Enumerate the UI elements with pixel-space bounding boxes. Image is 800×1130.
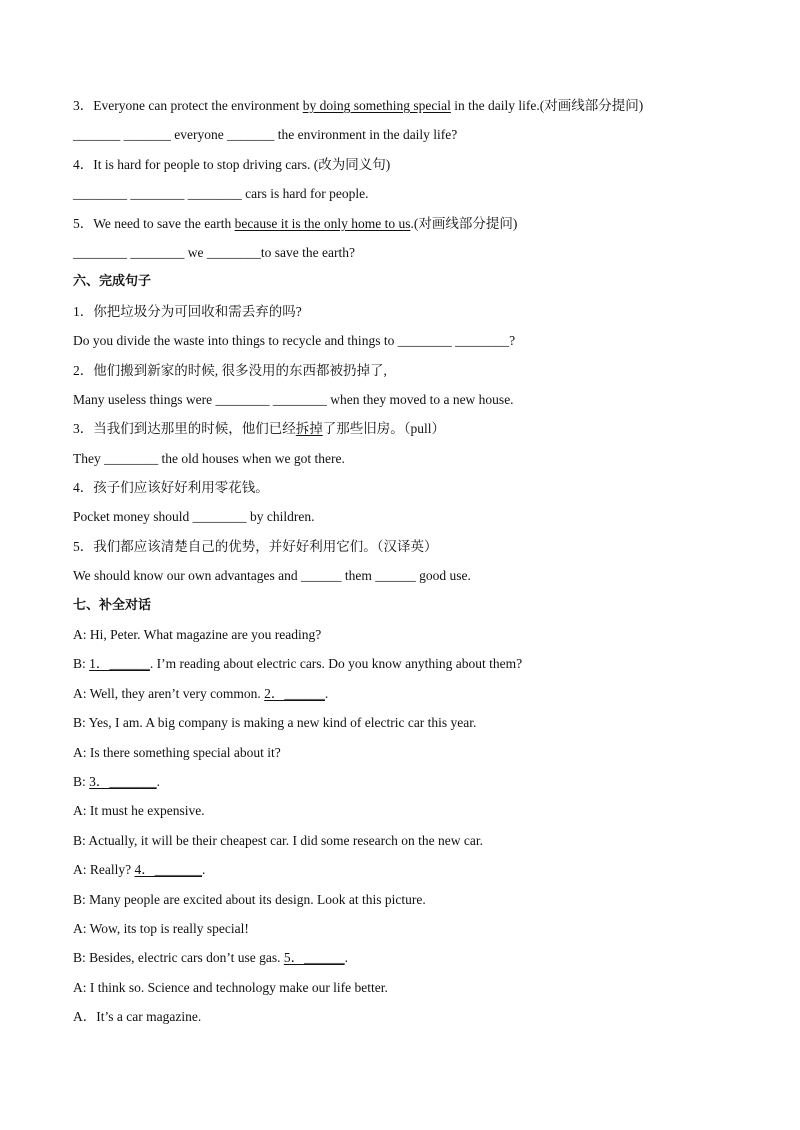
text-segment: 3．Everyone can protect the environment [73,98,303,113]
text-line [73,890,733,919]
text-line [73,537,733,566]
text-segment: .(对画线部分提问) [410,215,518,231]
text-line [73,302,733,331]
text-segment: A: It must he expensive. [73,803,205,819]
text-line [73,566,733,595]
text-segment: A: Wow, its top is really special! [73,920,249,936]
underlined-segment: 1．______ [89,656,150,672]
text-line [73,361,733,390]
text-line [73,449,733,478]
text-line [73,625,733,654]
text-segment: 1．你把垃圾分为可回收和需丢弃的吗? [73,303,302,319]
text-line [73,743,733,772]
text-line [73,801,733,830]
text-segment: . [201,862,206,878]
text-segment: . [344,950,348,966]
section-heading [73,272,733,301]
text-segment: 七、补全对话 [73,597,152,613]
text-segment: Do you divide the waste into things to recycle and things to ________ ________? [73,333,516,349]
text-segment: They ________ the old houses when we got there. [73,450,345,466]
text-line [73,331,733,360]
text-segment: 六、完成句子 [73,274,152,290]
text-segment: ________ ________ we ________to save the earth? [73,244,355,260]
text-segment: ________ ________ ________ cars is hard for people. [73,186,369,202]
text-line [73,654,733,683]
underlined-segment: by doing something special [302,98,451,113]
text-line [73,243,733,272]
underlined-segment: 4．_______ [134,862,202,878]
text-segment: Many useless things were ________ ________ when they moved to a new house. [73,391,514,407]
underlined-segment: because it is the only home to us [234,215,411,231]
section-heading [73,596,733,625]
text-line [73,125,733,154]
text-segment: 了那些旧房。（pull） [322,421,446,437]
text-segment: . [156,773,161,789]
text-line [73,214,733,243]
text-line [73,831,733,860]
text-segment: 5．我们都应该清楚自己的优势，并好好利用它们。（汉译英） [73,538,438,554]
text-segment: A: Well, they aren’t very common. [73,685,265,701]
text-segment: A: I think so. Science and technology make our life better. [73,979,388,995]
text-segment: B: Many people are excited about its design. Look at this picture. [73,891,426,907]
text-line [73,948,733,977]
text-segment: A: Really? [73,862,135,878]
underlined-segment: 5．______ [283,950,345,966]
text-line [73,96,733,125]
text-line [73,713,733,742]
text-line [73,390,733,419]
text-segment: A: Hi, Peter. What magazine are you reading? [73,627,322,643]
text-segment: in the daily life.(对画线部分提问) [450,98,644,113]
text-segment: 5．We need to save the earth [73,215,235,231]
text-segment: B: Yes, I am. A big company is making a new kind of electric car this year. [73,715,477,731]
text-line [73,419,733,448]
underlined-segment: 2．______ [264,685,325,701]
text-line [73,919,733,948]
text-line [73,184,733,213]
text-segment: 2．他们搬到新家的时候, 很多没用的东西都被扔掉了, [73,362,387,378]
text-segment: B: Besides, electric cars don’t use gas. [73,950,284,966]
text-segment: Pocket money should ________ by children. [73,509,315,525]
text-line [73,1007,733,1036]
text-segment: A: Is there something special about it? [73,744,281,760]
text-line [73,684,733,713]
text-line [73,860,733,889]
text-segment: B: [73,656,90,672]
text-line [73,478,733,507]
text-line [73,507,733,536]
text-segment: B: [73,773,90,789]
text-segment: 3．当我们到达那里的时候，他们已经 [73,421,296,437]
text-line [73,155,733,184]
text-segment: 4．孩子们应该好好利用零花钱。 [73,480,269,496]
text-line [73,772,733,801]
text-segment: 4．It is hard for people to stop driving cars. (改为同义句) [73,156,391,172]
worksheet-page [73,96,733,1037]
text-segment: _______ _______ everyone _______ the environment in the daily life? [73,127,458,143]
text-segment: A．It’s a car magazine. [73,1009,202,1025]
underlined-segment: 3．_______ [89,773,157,789]
text-segment: B: Actually, it will be their cheapest car. I did some research on the new car. [73,832,483,848]
text-segment: We should know our own advantages and ______ them ______ good use. [73,568,471,584]
underlined-segment: 拆掉 [295,421,323,437]
text-segment: . I’m reading about electric cars. Do you know anything about them? [149,656,523,672]
text-line [73,978,733,1007]
text-segment: . [324,685,329,701]
